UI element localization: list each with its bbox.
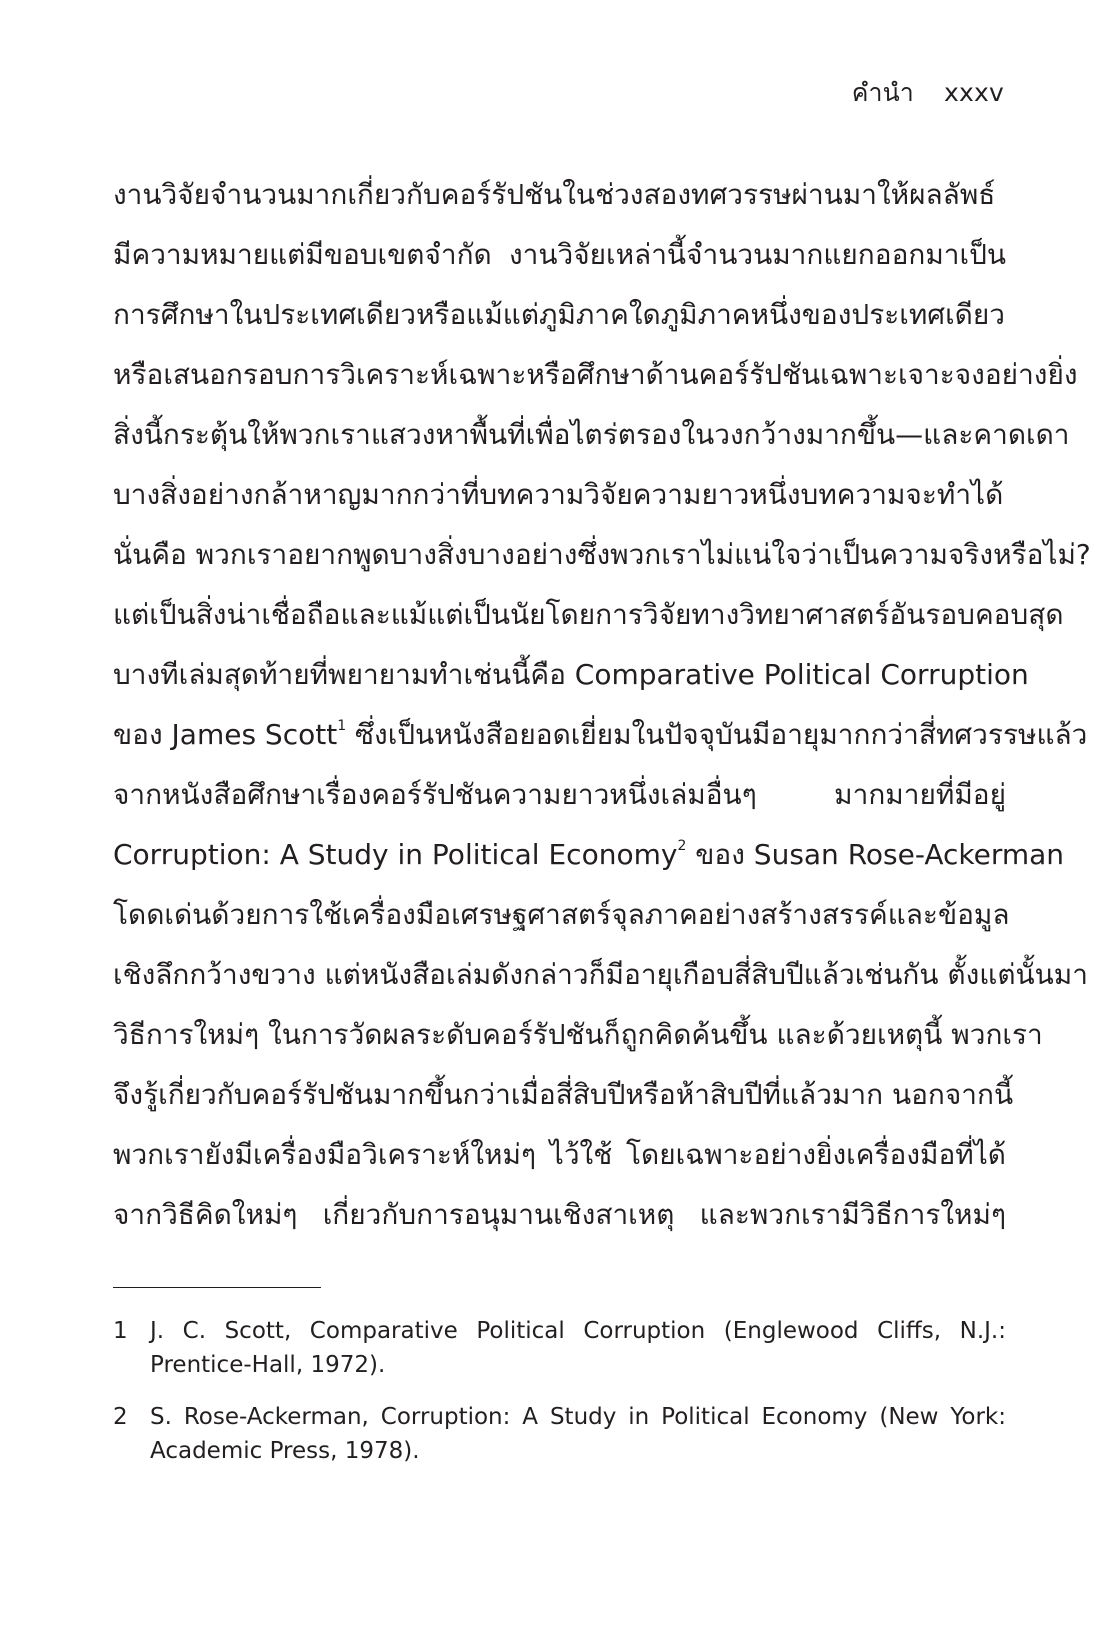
- running-header: [852, 78, 1004, 108]
- footnote-separator: [113, 1287, 321, 1288]
- body-line-12-rest: ของ Susan Rose-Ackerman: [695, 838, 1065, 871]
- body-line-1: งานวิจัยจำนวนมากเกี่ยวกับคอร์รัปชันในช่วงสองทศวรรษผ่านมาให้ผลลัพธ์: [113, 178, 996, 211]
- body-line-12: [113, 832, 1065, 892]
- running-title: คำนำ: [851, 78, 915, 107]
- footnote-text: [150, 1400, 1006, 1468]
- body-line-10-rest: ซึ่งเป็นหนังสือยอดเยี่ยมในปัจจุบันมีอายุมากกว่าสี่ทศวรรษแล้ว: [355, 718, 1088, 751]
- body-line-12-prefix: Corruption: A Study in Political Economy: [113, 838, 678, 871]
- footnote-ref-2: 2: [677, 838, 687, 854]
- body-line-9: บางทีเล่มสุดท้ายที่พยายามทำเช่นนี้คือ Comparative Political Corruption: [113, 658, 1029, 691]
- body-line-17: พวกเรายังมีเครื่องมือวิเคราะห์ใหม่ๆ ไว้ใช้ โดยเฉพาะอย่างยิ่งเครื่องมือที่ได้: [113, 1138, 1006, 1171]
- body-line-10: [113, 712, 1088, 772]
- body-line-6: บางสิ่งอย่างกล้าหาญมากกว่าที่บทความวิจัยความยาวหนึ่งบทความจะทำได้: [113, 478, 1004, 511]
- body-line-5: สิ่งนี้กระตุ้นให้พวกเราแสวงหาพื้นที่เพื่อไตร่ตรองในวงกว้างมากขึ้น—และคาดเดา: [113, 418, 1070, 451]
- footnotes: [113, 1314, 1006, 1486]
- body-line-13: โดดเด่นด้วยการใช้เครื่องมือเศรษฐศาสตร์จุลภาคอย่างสร้างสรรค์และข้อมูล: [113, 898, 1010, 931]
- body-line-18: จากวิธีคิดใหม่ๆ เกี่ยวกับการอนุมานเชิงสาเหตุ และพวกเรามีวิธีการใหม่ๆ: [113, 1198, 1006, 1231]
- body-text: [113, 172, 1091, 1252]
- body-line-11: จากหนังสือศึกษาเรื่องคอร์รัปชันความยาวหนึ่งเล่มอื่นๆ มากมายที่มีอยู่: [113, 778, 1006, 811]
- body-line-14: เชิงลึกกว้างขวาง แต่หนังสือเล่มดังกล่าวก็มีอายุเกือบสี่สิบปีแล้วเช่นกัน ตั้งแต่นั้นมา: [113, 958, 1088, 991]
- footnote-2: [113, 1400, 1006, 1468]
- body-line-7: นั่นคือ พวกเราอยากพูดบางสิ่งบางอย่างซึ่งพวกเราไม่แน่ใจว่าเป็นความจริงหรือไม่?: [113, 538, 1091, 571]
- footnote-text: [150, 1314, 1006, 1382]
- body-line-10-prefix: ของ James Scott: [113, 718, 338, 751]
- footnote-line: Academic Press, 1978).: [150, 1438, 420, 1464]
- body-line-3: การศึกษาในประเทศเดียวหรือแม้แต่ภูมิภาคใดภูมิภาคหนึ่งของประเทศเดียว: [113, 298, 1005, 331]
- body-line-4: หรือเสนอกรอบการวิเคราะห์เฉพาะหรือศึกษาด้านคอร์รัปชันเฉพาะเจาะจงอย่างยิ่ง: [113, 358, 1078, 391]
- footnote-line: S. Rose-Ackerman, Corruption: A Study in Political Economy (New York:: [150, 1404, 1006, 1430]
- footnote-number: 2: [113, 1404, 128, 1430]
- page-number: xxxv: [944, 78, 1004, 107]
- footnote-line: J. C. Scott, Comparative Political Corruption (Englewood Cliffs, N.J.:: [150, 1318, 1006, 1344]
- body-line-2: มีความหมายแต่มีขอบเขตจำกัด งานวิจัยเหล่านี้จำนวนมากแยกออกมาเป็น: [113, 238, 1006, 271]
- body-line-15: วิธีการใหม่ๆ ในการวัดผลระดับคอร์รัปชันก็ถูกคิดค้นขึ้น และด้วยเหตุนี้ พวกเรา: [113, 1018, 1043, 1051]
- footnote-number: 1: [113, 1318, 128, 1344]
- body-line-8: แต่เป็นสิ่งน่าเชื่อถือและแม้แต่เป็นนัยโดยการวิจัยทางวิทยาศาสตร์อันรอบคอบสุด: [113, 598, 1064, 631]
- body-line-16: จึงรู้เกี่ยวกับคอร์รัปชันมากขึ้นกว่าเมื่อสี่สิบปีหรือห้าสิบปีที่แล้วมาก นอกจากนี้: [113, 1078, 1014, 1111]
- footnote-1: [113, 1314, 1006, 1382]
- footnote-ref-1: 1: [337, 718, 347, 734]
- footnote-line: Prentice-Hall, 1972).: [150, 1352, 386, 1378]
